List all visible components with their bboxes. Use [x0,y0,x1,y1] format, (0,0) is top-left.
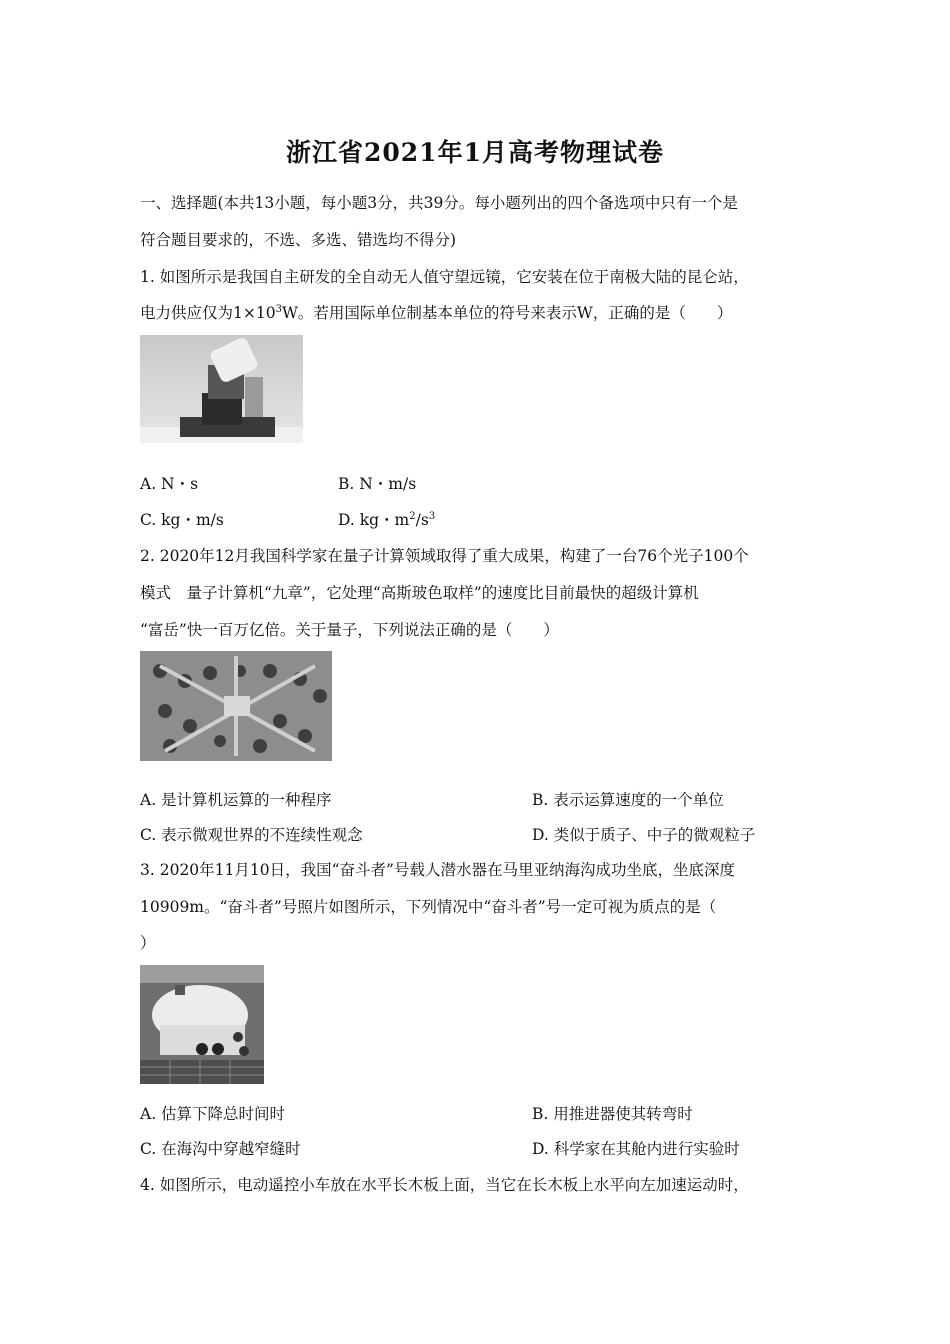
q3-option-a: A. 估算下降总时间时 [140,1105,286,1123]
q3-option-c: C. 在海沟中穿越窄缝时 [140,1140,301,1158]
q1-text-line-2: 电力供应仅为$1\times 10^3W$。若用国际单位制基本单位的符号来表示W，正确的是（ ） [140,303,733,322]
exam-title: 浙江省2021年1月高考物理试卷 [286,138,664,167]
q2-option-b: B. 表示运算速度的一个单位 [532,791,724,809]
telescope-photo [140,335,303,443]
q1-option-c: C. kg・m/s [140,511,224,529]
q3-text-line-3: ） [140,934,156,952]
q2-text-line-3: “富岳”快一百万亿倍。关于量子，下列说法正确的是（ ） [140,621,559,639]
q1-option-a: A. N・s [140,475,199,493]
q2-option-a: A. 是计算机运算的一种程序 [140,791,332,809]
q1-text-line-1: 1. 如图所示是我国自主研发的全自动无人值守望远镜，它安装在位于南极大陆的昆仑站， [140,268,749,286]
q3-option-b: B. 用推进器使其转弯时 [532,1105,693,1123]
q2-text-line-1: 2. 2020年12月我国科学家在量子计算领域取得了重大成果，构建了一台76个光子100个 [140,547,749,565]
q2-option-d: D. 类似于质子、中子的微观粒子 [532,826,756,844]
q3-text-line-1: 3. 2020年11月10日，我国“奋斗者”号载人潜水器在马里亚纳海沟成功坐底，坐底深度 [140,861,735,879]
q1-option-d: D. kg・$m^2/s^3$ [338,510,436,529]
submersible-photo [140,965,264,1084]
section-header-line-1: 一、选择题(本共13小题，每小题3分，共39分。每小题列出的四个备选项中只有一个是 [140,194,738,212]
q3-option-d: D. 科学家在其舱内进行实验时 [532,1140,740,1158]
q4-text-line-1: 4. 如图所示，电动遥控小车放在水平长木板上面，当它在长木板上水平向左加速运动时， [140,1176,749,1194]
q2-text-line-2: 模式 量子计算机“九章”，它处理“高斯玻色取样”的速度比目前最快的超级计算机 [140,584,699,602]
q2-option-c: C. 表示微观世界的不连续性观念 [140,826,363,844]
quantum-computer-photo [140,651,332,761]
q1-option-b: B. N・m/s [338,475,417,493]
q3-text-line-2: 10909m。“奋斗者”号照片如图所示，下列情况中“奋斗者”号一定可视为质点的是（ [140,898,717,916]
section-header-line-2: 符合题目要求的，不选、多选、错选均不得分) [140,231,457,249]
